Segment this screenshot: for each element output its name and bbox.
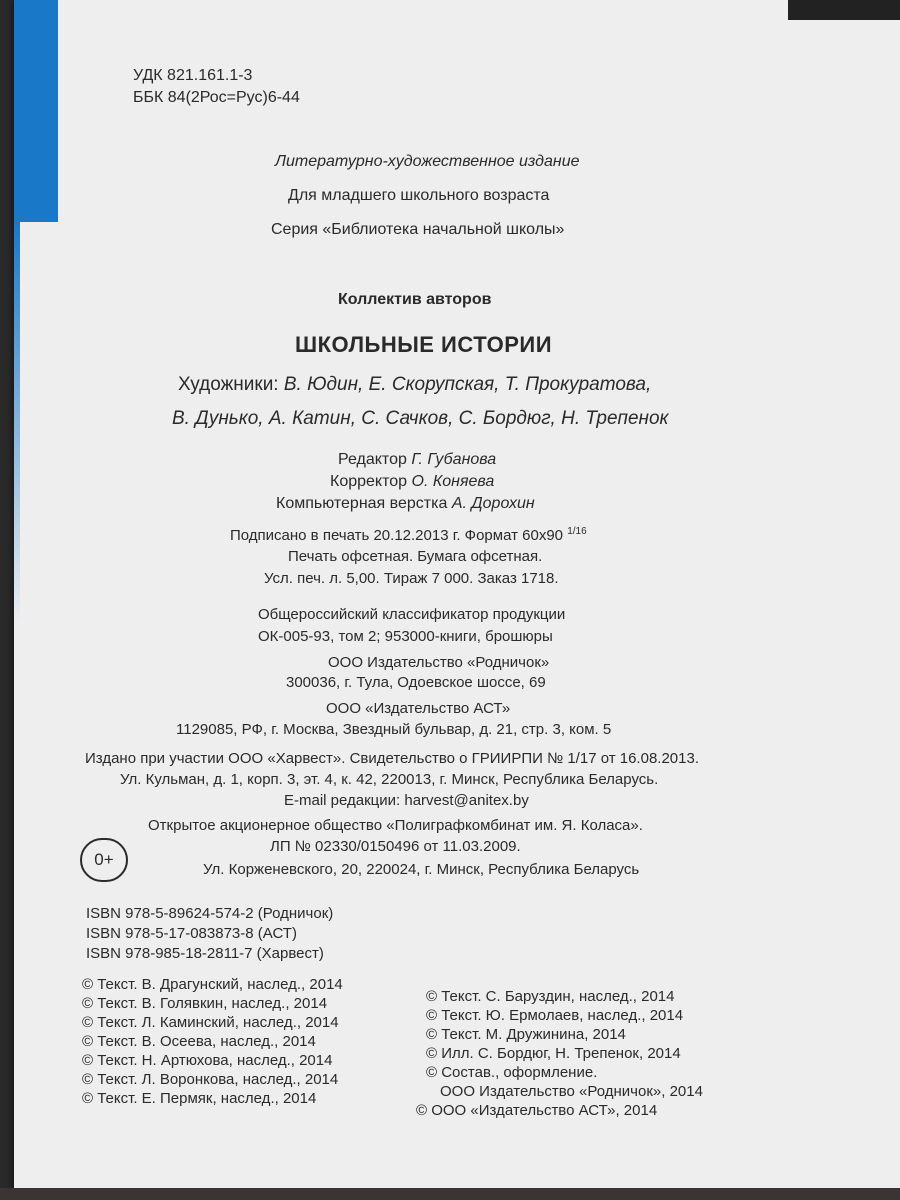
copyright-right-4: © Илл. С. Бордюг, Н. Трепенок, 2014: [426, 1045, 681, 1062]
copyright-right-1: © Текст. С. Баруздин, наслед., 2014: [426, 988, 675, 1005]
publisher2-name: ООО «Издательство АСТ»: [326, 700, 511, 717]
copyright-left-1: © Текст. В. Драгунский, наслед., 2014: [82, 976, 343, 993]
corrector-line: [330, 472, 494, 491]
isbn-harvest: ISBN 978-985-18-2811-7 (Харвест): [86, 945, 324, 962]
print-signed-line: [230, 526, 587, 545]
book-title: ШКОЛЬНЫЕ ИСТОРИИ: [295, 332, 553, 357]
print-run: Усл. печ. л. 5,00. Тираж 7 000. Заказ 1718.: [264, 570, 559, 587]
printer-line-2: ЛП № 02330/0150496 от 11.03.2009.: [270, 838, 521, 855]
series: Серия «Библиотека начальной школы»: [271, 221, 565, 238]
printer-line-3: Ул. Корженевского, 20, 220024, г. Минск, Республика Беларусь: [203, 861, 640, 878]
copyright-left-6: © Текст. Л. Воронкова, наслед., 2014: [82, 1071, 339, 1088]
harvest-line-1: Издано при участии ООО «Харвест». Свидетельство о ГРИИРПИ № 1/17 от 16.08.2013.: [85, 750, 699, 767]
layout-line: [276, 494, 535, 513]
editor-line: [338, 450, 496, 469]
editor-label: Редактор: [338, 451, 407, 468]
corrector-name: О. Коняева: [411, 473, 495, 490]
blue-cover-fade: [14, 222, 20, 622]
harvest-email: E-mail редакции: harvest@anitex.by: [284, 792, 529, 809]
copyright-left-3: © Текст. Л. Каминский, наслед., 2014: [82, 1014, 339, 1031]
harvest-line-2: Ул. Кульман, д. 1, корп. 3, эт. 4, к. 42, 220013, г. Минск, Республика Беларусь.: [120, 771, 659, 788]
table-edge: [0, 1188, 900, 1200]
isbn-ast: ISBN 978-5-17-083873-8 (АСТ): [86, 925, 297, 942]
udk-code: УДК 821.161.1-3: [133, 67, 253, 84]
publisher1-name: ООО Издательство «Родничок»: [328, 654, 550, 671]
editor-name: Г. Губанова: [411, 451, 497, 468]
classifier-line-2: ОК-005-93, том 2; 953000-книги, брошюры: [258, 628, 553, 645]
background-shadow: [788, 0, 900, 20]
copyright-left-5: © Текст. Н. Артюхова, наслед., 2014: [82, 1052, 333, 1069]
bbk-code: ББК 84(2Рос=Рус)6-44: [133, 89, 300, 106]
layout-name: А. Дорохин: [451, 495, 535, 512]
printer-line-1: Открытое акционерное общество «Полиграфкомбинат им. Я. Коласа».: [148, 817, 643, 834]
corrector-label: Корректор: [330, 473, 408, 490]
copyright-left-7: © Текст. Е. Пермяк, наслед., 2014: [82, 1090, 317, 1107]
copyright-left-4: © Текст. В. Осеева, наслед., 2014: [82, 1033, 316, 1050]
age-group: Для младшего школьного возраста: [288, 187, 550, 204]
format-fraction: 1/16: [567, 526, 587, 537]
layout-label: Компьютерная верстка: [276, 495, 448, 512]
copyright-right-7: © ООО «Издательство АСТ», 2014: [416, 1102, 658, 1119]
blue-cover-edge: [14, 0, 58, 222]
copyright-left-2: © Текст. В. Голявкин, наслед., 2014: [82, 995, 328, 1012]
edition-type: Литературно-художественное издание: [275, 153, 580, 170]
age-rating-badge: 0+: [80, 838, 128, 882]
copyright-right-6: ООО Издательство «Родничок», 2014: [440, 1083, 703, 1100]
copyright-right-5: © Состав., оформление.: [426, 1064, 598, 1081]
print-signed: Подписано в печать 20.12.2013 г. Формат 60х90: [230, 527, 564, 544]
artists-line-2: В. Дунько, А. Катин, С. Сачков, С. Бордюг, Н. Трепенок: [172, 408, 669, 429]
artists-names-1: В. Юдин, Е. Скорупская, Т. Прокуратова,: [283, 374, 652, 395]
publisher1-address: 300036, г. Тула, Одоевское шоссе, 69: [286, 674, 546, 691]
isbn-rodnichok: ISBN 978-5-89624-574-2 (Родничок): [86, 905, 334, 922]
copyright-right-2: © Текст. Ю. Ермолаев, наслед., 2014: [426, 1007, 684, 1024]
copyright-right-3: © Текст. М. Дружинина, 2014: [426, 1026, 626, 1043]
classifier-line-1: Общероссийский классификатор продукции: [258, 606, 566, 623]
artists-line-1: [178, 374, 651, 397]
print-type: Печать офсетная. Бумага офсетная.: [288, 548, 543, 565]
publisher2-address: 1129085, РФ, г. Москва, Звездный бульвар, д. 21, стр. 3, ком. 5: [176, 721, 612, 738]
authors: Коллектив авторов: [338, 291, 492, 308]
artists-label: Художники:: [178, 374, 279, 395]
